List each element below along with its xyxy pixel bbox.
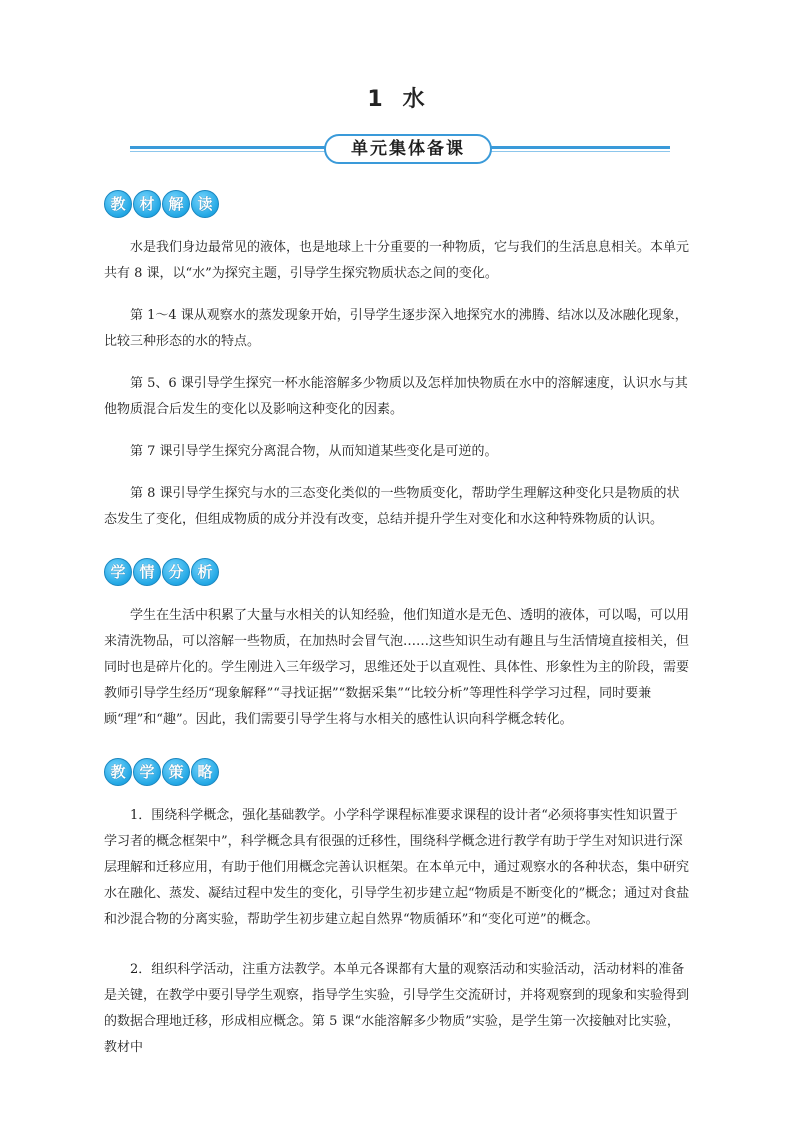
section-banner bbox=[130, 138, 670, 162]
badge-char: 教 bbox=[104, 758, 132, 786]
paragraph: 第 1～4 课从观察水的蒸发现象开始，引导学生逐步深入地探究水的沸腾、结冰以及冰融化现象，比较三种形态的水的特点。 bbox=[104, 308, 688, 349]
badge-char: 材 bbox=[133, 190, 161, 218]
paragraph: 第 8 课引导学生探究与水的三态变化类似的一些物质变化，帮助学生理解这种变化只是物质的状态发生了变化，但组成物质的成分并没有改变，总结并提升学生对变化和水这种特殊物质的认识。 bbox=[104, 486, 680, 527]
badge-char: 学 bbox=[104, 558, 132, 586]
paragraph: 1．围绕科学概念，强化基础教学。小学科学课程标准要求课程的设计者“必须将事实性知识置于学习者的概念框架中”，科学概念具有很强的迁移性，围绕科学概念进行教学有助于学生对知识进行深层理解和迁移应用，有助于他们用概念完善认识框架。在本单元中，通过观察水的各种状态，集中研究水在融化、蒸发、凝结过程中发生的变化，引导学生初步建立起“物质是不断变化的”概念；通过对食盐和沙混合物的分离实验，帮助学生初步建立起自然界“物质循环”和“变化可逆”的概念。 bbox=[104, 808, 690, 927]
badge-char: 情 bbox=[133, 558, 161, 586]
badge-char: 教 bbox=[104, 190, 132, 218]
lesson-title: 水 bbox=[402, 87, 427, 112]
section-badge-strategy bbox=[104, 758, 219, 786]
paragraph: 第 5、6 课引导学生探究一杯水能溶解多少物质以及怎样加快物质在水中的溶解速度，认识水与其他物质混合后发生的变化以及影响这种变化的因素。 bbox=[104, 376, 688, 417]
banner-label: 单元集体备课 bbox=[324, 134, 492, 164]
badge-char: 学 bbox=[133, 758, 161, 786]
page-title bbox=[0, 82, 794, 113]
section-badge-textbook bbox=[104, 190, 219, 218]
paragraph: 2．组织科学活动，注重方法教学。本单元各课都有大量的观察活动和实验活动，活动材料的准备是关键，在教学中要引导学生观察，指导学生实验，引导学生交流研讨，并将观察到的现象和实验得到的数据合理地迁移，形成相应概念。第 5 课“水能溶解多少物质”实验，是学生第一次接触对比实验，教材中 bbox=[104, 962, 690, 1055]
paragraph: 水是我们身边最常见的液体，也是地球上十分重要的一种物质，它与我们的生活息息相关。本单元共有 8 课，以“水”为探究主题，引导学生探究物质状态之间的变化。 bbox=[104, 240, 690, 281]
lesson-number: 1 bbox=[367, 87, 385, 112]
badge-char: 策 bbox=[162, 758, 190, 786]
section-badge-learner bbox=[104, 558, 219, 586]
paragraph: 学生在生活中积累了大量与水相关的认知经验，他们知道水是无色、透明的液体，可以喝，可以用来清洗物品，可以溶解一些物质，在加热时会冒气泡……这些知识生动有趣且与生活情境直接相关，但同时也是碎片化的。学生刚进入三年级学习，思维还处于以直观性、具体性、形象性为主的阶段，需要教师引导学生经历“现象解释”“寻找证据”“数据采集”“比较分析”等理性科学学习过程，同时要兼顾“理”和“趣”。因此，我们需要引导学生将与水相关的感性认识向科学概念转化。 bbox=[104, 608, 690, 727]
badge-char: 析 bbox=[191, 558, 219, 586]
badge-char: 解 bbox=[162, 190, 190, 218]
badge-char: 略 bbox=[191, 758, 219, 786]
badge-char: 分 bbox=[162, 558, 190, 586]
badge-char: 读 bbox=[191, 190, 219, 218]
paragraph: 第 7 课引导学生探究分离混合物，从而知道某些变化是可逆的。 bbox=[130, 444, 498, 459]
